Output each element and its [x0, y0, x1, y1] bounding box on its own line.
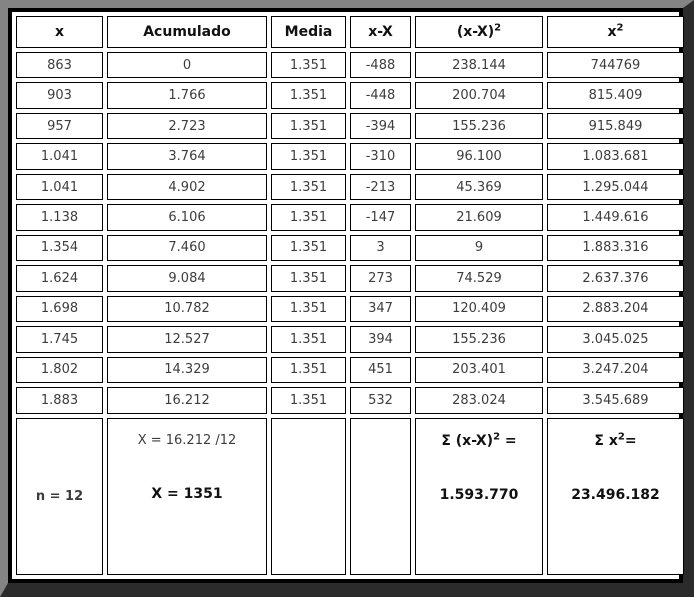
table-cell: 203.401 — [415, 357, 543, 383]
empty-cell-media — [271, 418, 346, 575]
table-cell: 394 — [350, 326, 411, 352]
table-cell: 155.236 — [415, 113, 543, 139]
table-cell: 1.138 — [16, 204, 103, 230]
table-cell: 1.351 — [271, 113, 346, 139]
table-cell: 1.351 — [271, 265, 346, 291]
table-outer-border — [8, 8, 683, 583]
table-cell: 74.529 — [415, 265, 543, 291]
empty-cell-deviation — [350, 418, 411, 575]
table-cell: 1.351 — [271, 82, 346, 108]
table-row — [16, 52, 684, 78]
table-cell: 12.527 — [107, 326, 267, 352]
summary-row — [16, 418, 684, 575]
column-header-deviation-squared: $(x-X)^2$ — [415, 16, 543, 48]
table-cell: 6.106 — [107, 204, 267, 230]
table-row — [16, 387, 684, 414]
table-cell: 1.351 — [271, 143, 346, 169]
sample-size-cell: n = 12 — [16, 418, 103, 575]
table-cell: 1.351 — [271, 387, 346, 414]
table-cell: 9 — [415, 235, 543, 261]
table-row — [16, 357, 684, 383]
sum-squared-deviations-cell — [415, 418, 543, 575]
table-cell: 1.083.681 — [547, 143, 684, 169]
table-cell: 1.698 — [16, 296, 103, 322]
table-cell: 1.295.044 — [547, 174, 684, 200]
mean-calculation-cell — [107, 418, 267, 575]
table-cell: 903 — [16, 82, 103, 108]
table-cell: 1.351 — [271, 52, 346, 78]
table-cell: 1.883 — [16, 387, 103, 414]
table-cell: 1.351 — [271, 326, 346, 352]
column-header-media: Media — [271, 16, 346, 48]
table-header-row — [16, 16, 684, 48]
table-cell: 863 — [16, 52, 103, 78]
table-cell: 10.782 — [107, 296, 267, 322]
mean-formula: X = 16.212 /12 — [137, 432, 237, 448]
table-cell: 3.247.204 — [547, 357, 684, 383]
table-row — [16, 143, 684, 169]
table-cell: 3 — [350, 235, 411, 261]
column-header-x-squared: $x^2$ — [547, 16, 684, 48]
table-cell: 2.637.376 — [547, 265, 684, 291]
table-cell: 1.802 — [16, 357, 103, 383]
table-cell: 238.144 — [415, 52, 543, 78]
table-cell: 200.704 — [415, 82, 543, 108]
table-cell: 0 — [107, 52, 267, 78]
table-cell: 1.624 — [16, 265, 103, 291]
table-row — [16, 204, 684, 230]
table-cell: 1.766 — [107, 82, 267, 108]
table-cell: 14.329 — [107, 357, 267, 383]
table-cell: 1.351 — [271, 357, 346, 383]
sum-squared-deviations-label: Σ $(x-X)^2$ = — [441, 430, 517, 449]
table-cell: -448 — [350, 82, 411, 108]
table-cell: -147 — [350, 204, 411, 230]
column-header-acumulado: Acumulado — [107, 16, 267, 48]
table-cell: 1.354 — [16, 235, 103, 261]
sum-x-squared-cell — [547, 418, 684, 575]
table-body — [16, 52, 684, 414]
table-row — [16, 82, 684, 108]
table-cell: 273 — [350, 265, 411, 291]
table-cell: 3.045.025 — [547, 326, 684, 352]
table-row — [16, 326, 684, 352]
table-cell: 120.409 — [415, 296, 543, 322]
table-row — [16, 296, 684, 322]
table-cell: 1.883.316 — [547, 235, 684, 261]
table-row — [16, 265, 684, 291]
table-cell: 1.041 — [16, 143, 103, 169]
table-cell: 4.902 — [107, 174, 267, 200]
sum-x-squared-value: 23.496.182 — [571, 486, 660, 503]
table-cell: 1.745 — [16, 326, 103, 352]
table-cell: 532 — [350, 387, 411, 414]
table-cell: 1.351 — [271, 204, 346, 230]
column-header-deviation: x-X — [350, 16, 411, 48]
variance-table — [12, 12, 688, 579]
table-cell: 45.369 — [415, 174, 543, 200]
table-cell: 815.409 — [547, 82, 684, 108]
table-cell: -213 — [350, 174, 411, 200]
table-cell: -394 — [350, 113, 411, 139]
table-cell: -310 — [350, 143, 411, 169]
table-cell: 1.351 — [271, 174, 346, 200]
table-cell: -488 — [350, 52, 411, 78]
table-row — [16, 174, 684, 200]
table-cell: 283.024 — [415, 387, 543, 414]
table-cell: 1.351 — [271, 235, 346, 261]
table-cell: 1.351 — [271, 296, 346, 322]
table-cell: 3.545.689 — [547, 387, 684, 414]
table-cell: 915.849 — [547, 113, 684, 139]
sum-x-squared-label: Σ $x^2=$ — [594, 430, 637, 449]
table-cell: 957 — [16, 113, 103, 139]
table-row — [16, 113, 684, 139]
sum-squared-deviations-value: 1.593.770 — [439, 486, 519, 503]
table-cell: 7.460 — [107, 235, 267, 261]
table-cell: 9.084 — [107, 265, 267, 291]
table-cell: 1.041 — [16, 174, 103, 200]
table-cell: 96.100 — [415, 143, 543, 169]
table-row — [16, 235, 684, 261]
table-cell: 3.764 — [107, 143, 267, 169]
column-header-x: x — [16, 16, 103, 48]
table-cell: 16.212 — [107, 387, 267, 414]
table-cell: 1.449.616 — [547, 204, 684, 230]
mean-result: X = 1351 — [151, 485, 223, 502]
table-cell: 155.236 — [415, 326, 543, 352]
table-cell: 347 — [350, 296, 411, 322]
table-cell: 451 — [350, 357, 411, 383]
table-cell: 2.883.204 — [547, 296, 684, 322]
table-cell: 21.609 — [415, 204, 543, 230]
table-cell: 744769 — [547, 52, 684, 78]
table-cell: 2.723 — [107, 113, 267, 139]
